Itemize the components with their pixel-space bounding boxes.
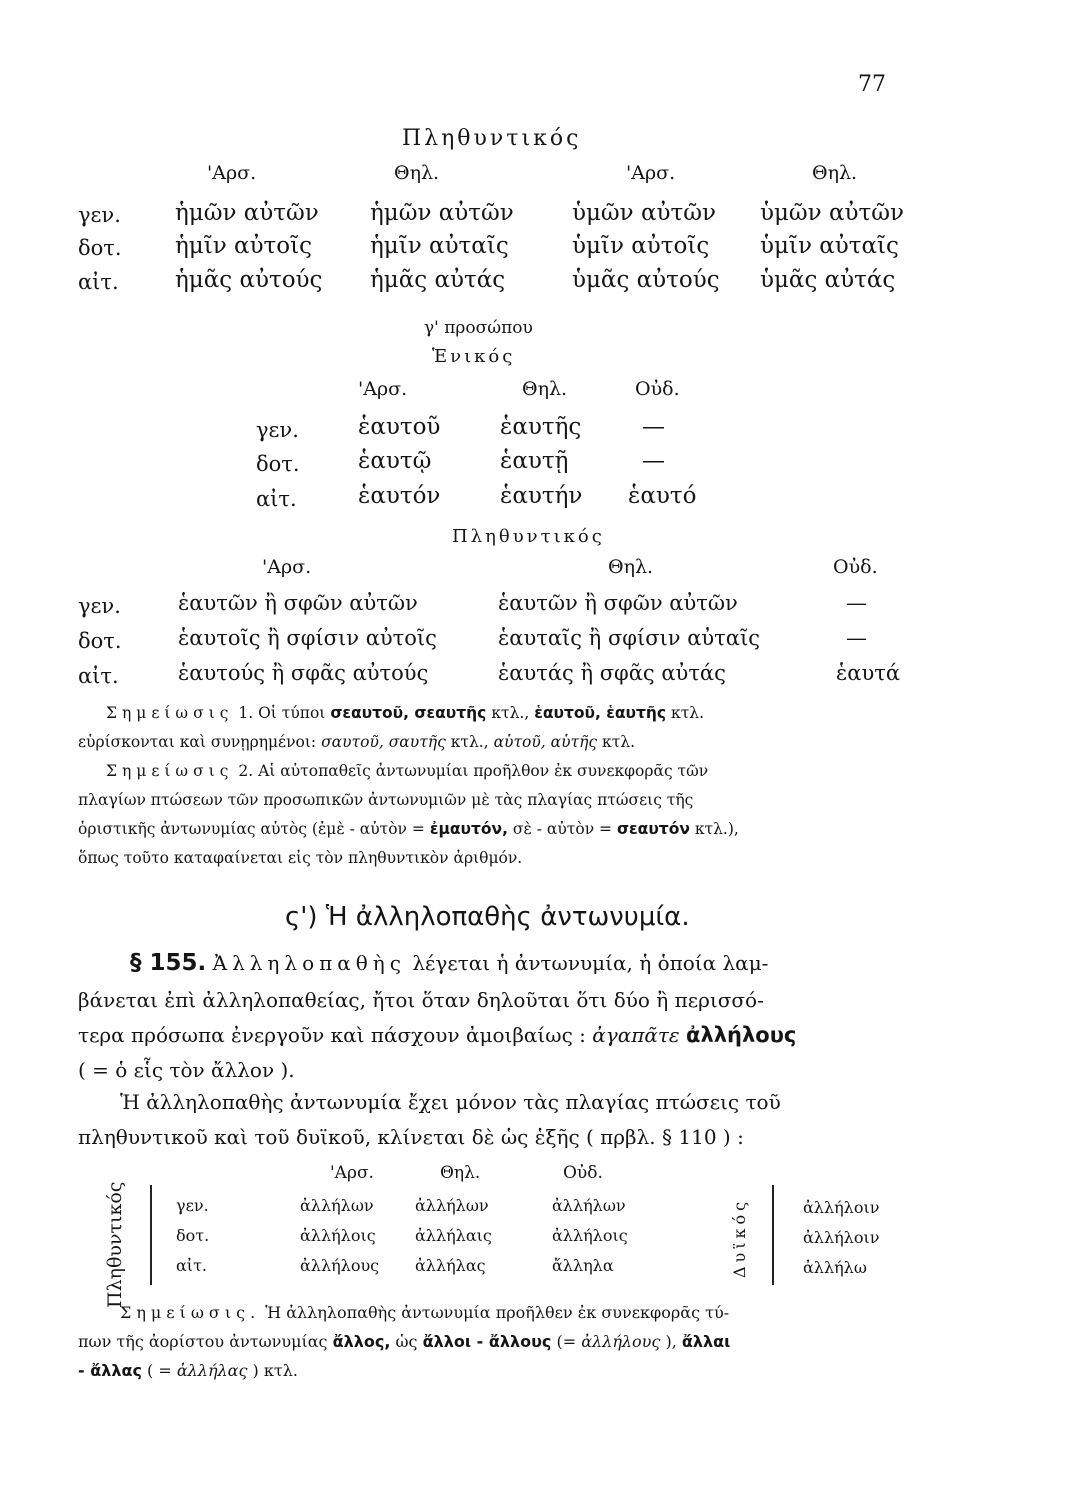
table-cell: ἀλλήλων xyxy=(300,1196,374,1215)
table-cell: ἑαυτούς ἢ σφᾶς αὐτούς xyxy=(178,661,429,685)
col-header-neut: Οὐδ. xyxy=(833,556,878,578)
table-cell: ἡμῶν αὐτῶν xyxy=(370,200,514,226)
paragraph-155-line-3: τερα πρόσωπα ἐνεργοῦν καὶ πάσχουν ἀμοιβαίως : ἀγαπᾶτε ἀλλήλους xyxy=(78,1023,797,1047)
table-cell: ὑμῶν αὐτῶν xyxy=(572,200,716,226)
case-label: δοτ. xyxy=(78,629,122,653)
col-header-masc: 'Αρσ. xyxy=(330,1163,374,1183)
table-cell: ὑμῖν αὐτοῖς xyxy=(572,233,710,259)
table-cell: — xyxy=(642,414,665,440)
col-header-neut: Οὐδ. xyxy=(563,1163,603,1183)
note-label: Σημείωσις xyxy=(106,704,234,722)
case-label: αἰτ. xyxy=(176,1256,208,1275)
term: Ἀλληλοπαθὴς xyxy=(212,951,406,975)
page-number: 77 xyxy=(858,72,886,97)
table-cell: ὑμῶν αὐτῶν xyxy=(760,200,904,226)
col-header-masc-1: 'Αρσ. xyxy=(207,162,257,184)
table-cell: ἀλλήλων xyxy=(415,1196,489,1215)
table-cell: ὑμᾶς αὐτάς xyxy=(760,267,896,293)
dual-cell: ἀλλήλοιν xyxy=(803,1228,880,1247)
dual-cell: ἀλλήλοιν xyxy=(803,1198,880,1217)
table-cell: ὑμῖν αὐταῖς xyxy=(760,233,899,259)
case-label: γεν. xyxy=(78,594,121,618)
col-header-fem: Θηλ. xyxy=(440,1163,481,1183)
dual-brace xyxy=(772,1185,774,1285)
table-cell: — xyxy=(642,448,665,474)
table-cell: ἡμῶν αὐτῶν xyxy=(175,200,319,226)
col-header-fem-1: Θηλ. xyxy=(394,162,440,184)
col-header-fem: Θηλ. xyxy=(608,556,654,578)
note-2-line-2: πλαγίων πτώσεων τῶν προσωπικῶν ἀντωνυμιῶν μὲ τὰς πλαγίας πτώσεις τῆς xyxy=(78,791,694,809)
table-cell: ἑαυτοῖς ἢ σφίσιν αὐτοῖς xyxy=(178,626,437,650)
table-cell: ἑαυτόν xyxy=(358,483,441,509)
plural-heading-1: Πληθυντικός xyxy=(402,126,582,151)
case-label: αἰτ. xyxy=(78,270,119,294)
table-cell: ἑαυτῇ xyxy=(500,448,569,474)
table-cell: ἑαυτά xyxy=(836,661,901,685)
case-label: γεν. xyxy=(176,1196,209,1215)
table-cell: ἑαυτήν xyxy=(500,483,583,509)
note-1-line-2: εὑρίσκονται καὶ συνῃρημένοι: σαυτοῦ, σαυτῆς κτλ., αὑτοῦ, αὑτῆς κτλ. xyxy=(78,733,636,751)
table-cell: ὑμᾶς αὐτούς xyxy=(572,267,720,293)
paragraph-number: § 155. xyxy=(130,950,207,976)
table-cell: ἡμᾶς αὐτούς xyxy=(175,267,323,293)
table-cell: — xyxy=(846,591,867,615)
side-label-dual: Δυϊκός xyxy=(730,1197,749,1278)
note-2-line-3: ὁριστικῆς ἀντωνυμίας αὐτὸς (ἐμὲ - αὐτὸν = ἐμαυτόν, σὲ - αὐτὸν = σεαυτόν κτλ.), xyxy=(78,820,739,838)
section-title: ς') Ἡ ἀλληλοπαθὴς ἀντωνυμία. xyxy=(285,902,690,932)
case-label: δοτ. xyxy=(256,452,300,476)
table-cell: ἀλλήλοις xyxy=(552,1226,628,1245)
paragraph-155-line-2: βάνεται ἐπὶ ἀλληλοπαθείας, ἤτοι ὅταν δηλοῦται ὅτι δύο ἢ περισσό- xyxy=(78,988,764,1012)
table-cell: ἀλλήλους xyxy=(300,1256,380,1275)
note-1-line-1: Σημείωσις 1. Οἱ τύποι σεαυτοῦ, σεαυτῆς κτλ., ἑαυτοῦ, ἑαυτῆς κτλ. xyxy=(106,704,705,722)
col-header-fem-2: Θηλ. xyxy=(812,162,858,184)
table-cell: ἡμῖν αὐταῖς xyxy=(370,233,509,259)
col-header-neut: Οὐδ. xyxy=(635,378,680,400)
table-cell: ἡμῖν αὐτοῖς xyxy=(175,233,313,259)
note-label: Σημείωσις xyxy=(106,762,234,780)
case-label: γεν. xyxy=(78,203,121,227)
table-cell: ἄλληλα xyxy=(552,1256,614,1275)
note-2-line-1: Σημείωσις 2. Αἱ αὐτοπαθεῖς ἀντωνυμίαι προῆλθον ἐκ συνεκφορᾶς τῶν xyxy=(106,762,709,780)
side-label-plural: Πληθυντικός xyxy=(104,1181,126,1308)
col-header-masc: 'Αρσ. xyxy=(358,378,408,400)
singular-heading: Ἑνικός xyxy=(432,346,516,367)
table-cell: — xyxy=(846,626,867,650)
table-cell: ἀλλήλαις xyxy=(415,1226,492,1245)
case-label: αἰτ. xyxy=(78,664,119,688)
table-cell: ἑαυταῖς ἢ σφίσιν αὐταῖς xyxy=(498,626,760,650)
table-cell: ἡμᾶς αὐτάς xyxy=(370,267,506,293)
third-person-title: γ' προσώπου xyxy=(424,318,533,338)
case-label: αἰτ. xyxy=(256,487,297,511)
note-3-line-1: Σημείωσις. Ἡ ἀλληλοπαθὴς ἀντωνυμία προῆλθεν ἐκ συνεκφορᾶς τύ- xyxy=(120,1303,730,1322)
case-label: γεν. xyxy=(256,418,299,442)
paragraph-155-line-1: § 155. Ἀλληλοπαθὴς λέγεται ἡ ἀντωνυμία, ἡ ὁποία λαμ- xyxy=(130,950,769,976)
table-cell: ἀλλήλοις xyxy=(300,1226,376,1245)
paragraph-2-line-2: πληθυντικοῦ καὶ τοῦ δυϊκοῦ, κλίνεται δὲ ὡς ἑξῆς ( πρβλ. § 110 ) : xyxy=(78,1125,744,1149)
plural-brace xyxy=(150,1185,152,1285)
note-3-line-2: πων τῆς ἀορίστου ἀντωνυμίας ἄλλος, ὡς ἄλλοι - ἄλλους (= ἀλλήλους ), ἄλλαι xyxy=(78,1332,731,1351)
table-cell: ἑαυτῆς xyxy=(500,414,582,440)
dual-cell: ἀλλήλω xyxy=(803,1258,867,1277)
paragraph-2-line-1: Ἡ ἀλληλοπαθὴς ἀντωνυμία ἔχει μόνον τὰς πλαγίας πτώσεις τοῦ xyxy=(120,1090,781,1114)
col-header-masc: 'Αρσ. xyxy=(262,556,312,578)
table-cell: ἑαυτῷ xyxy=(358,448,432,474)
case-label: δοτ. xyxy=(176,1226,210,1245)
paragraph-155-line-4: ( = ὁ εἷς τὸν ἄλλον ). xyxy=(78,1058,295,1082)
table-cell: ἑαυτάς ἢ σφᾶς αὐτάς xyxy=(498,661,726,685)
col-header-masc-2: 'Αρσ. xyxy=(626,162,676,184)
col-header-fem: Θηλ. xyxy=(522,378,568,400)
note-3-line-3: - ἄλλας ( = ἀλλήλας ) κτλ. xyxy=(78,1361,298,1380)
note-2-line-4: ὅπως τοῦτο καταφαίνεται εἰς τὸν πληθυντικὸν ἀριθμόν. xyxy=(78,849,523,867)
note-label: Σημείωσις. xyxy=(120,1303,261,1322)
table-cell: ἑαυτοῦ xyxy=(358,414,441,440)
table-cell: ἀλλήλας xyxy=(415,1256,486,1275)
case-label: δοτ. xyxy=(78,236,122,260)
table-cell: ἑαυτῶν ἢ σφῶν αὐτῶν xyxy=(178,591,418,615)
plural-heading-2: Πληθυντικός xyxy=(452,526,605,547)
table-cell: ἑαυτῶν ἢ σφῶν αὐτῶν xyxy=(498,591,738,615)
table-cell: ἀλλήλων xyxy=(552,1196,626,1215)
table-cell: ἑαυτό xyxy=(628,483,697,509)
